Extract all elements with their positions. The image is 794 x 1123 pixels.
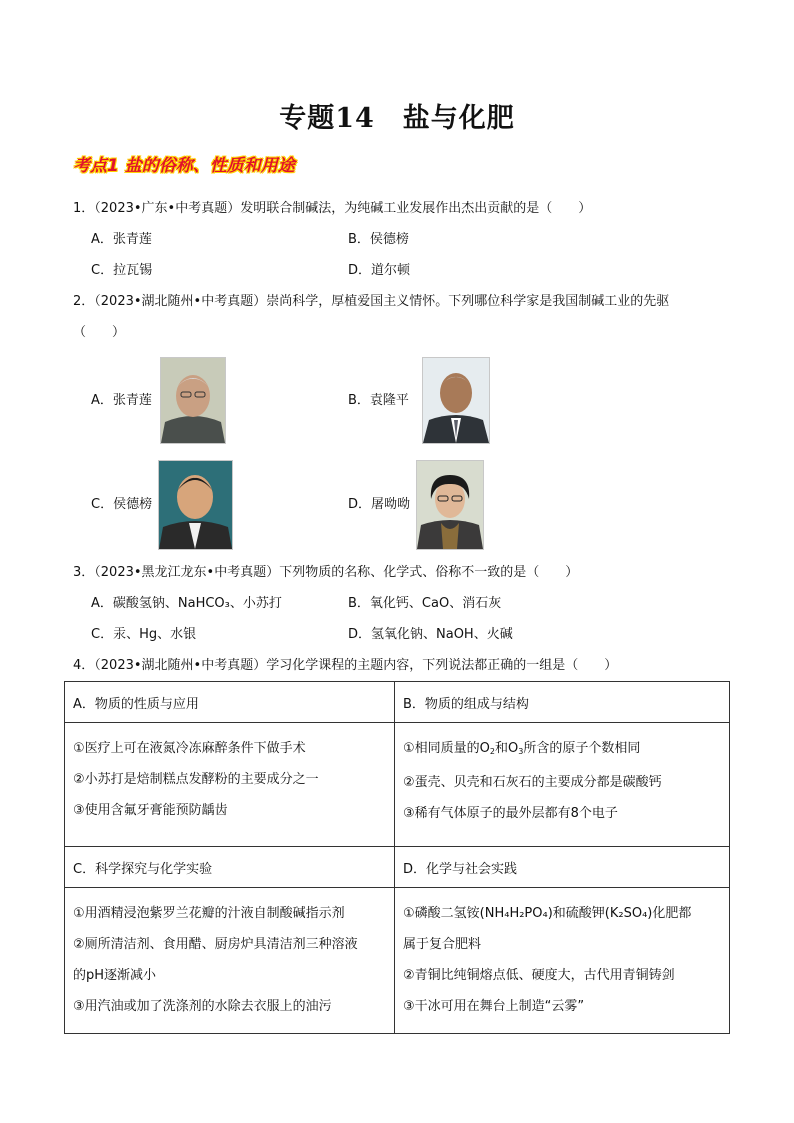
q1-option-a[interactable]: A．张青莲	[91, 232, 152, 247]
portrait-image-b	[422, 357, 490, 444]
q2-option-a[interactable]: A．张青莲	[91, 393, 152, 408]
q4-b-item-1	[403, 733, 721, 767]
portrait-image-c	[158, 460, 233, 550]
q4-c-item-2-cont: 的pH逐渐减小	[73, 968, 157, 983]
q4-d-item-1-cont: 属于复合肥料	[403, 937, 482, 952]
q2-option-b[interactable]: B．袁隆平	[348, 393, 409, 408]
question-1-stem: 1．（2023•广东•中考真题）发明联合制碱法，为纯碱工业发展作出杰出贡献的是（ ）	[73, 201, 592, 216]
q4-option-b-header[interactable]: B．物质的组成与结构	[395, 682, 730, 723]
q4-b-item-3: ③稀有气体原子的最外层都有8个电子	[403, 806, 618, 821]
question-4-stem: 4．（2023•湖北随州•中考真题）学习化学课程的主题内容，下列说法都正确的一组是（ ）	[73, 658, 618, 673]
section-heading: 考点1 盐的俗称、性质和用途	[73, 156, 295, 176]
q4-option-c-header[interactable]: C．科学探究与化学实验	[65, 847, 395, 888]
q4-option-b-body	[395, 723, 730, 847]
q4-d-item-2: ②青铜比纯铜熔点低、硬度大，古代用青铜铸剑	[403, 968, 675, 983]
q4-d-item-1: ①磷酸二氢铵(NH₄H₂PO₄)和硫酸钾(K₂SO₄)化肥都	[403, 906, 692, 921]
q4-option-c-body	[65, 888, 395, 1034]
portrait-image-a	[160, 357, 226, 444]
q4-b1-sub-1: 2	[489, 747, 495, 756]
q4-d-item-3: ③干冰可用在舞台上制造“云雾”	[403, 999, 585, 1014]
q4-b1-text-3: 所含的原子个数相同	[523, 741, 641, 756]
q4-option-a-body	[65, 723, 395, 847]
q1-option-c[interactable]: C．拉瓦锡	[91, 263, 153, 278]
question-2-stem-cont: （ ）	[73, 325, 126, 340]
q4-a-item-2: ②小苏打是焙制糕点发酵粉的主要成分之一	[73, 772, 319, 787]
question-2-stem: 2．（2023•湖北随州•中考真题）崇尚科学，厚植爱国主义情怀。下列哪位科学家是我国制碱工业的先驱	[73, 294, 670, 309]
q4-b1-sub-2: 3	[518, 747, 524, 756]
q3-option-b[interactable]: B．氧化钙、CaO、消石灰	[348, 596, 502, 611]
q4-c-item-1: ①用酒精浸泡紫罗兰花瓣的汁液自制酸碱指示剂	[73, 906, 345, 921]
q3-option-d[interactable]: D．氢氧化钠、NaOH、火碱	[348, 627, 513, 642]
q4-option-d-header[interactable]: D．化学与社会实践	[395, 847, 730, 888]
q4-option-d-body	[395, 888, 730, 1034]
q4-c-item-2: ②厕所清洁剂、食用醋、厨房炉具清洁剂三种溶液	[73, 937, 358, 952]
portrait-image-d	[416, 460, 484, 550]
q4-b-item-2: ②蛋壳、贝壳和石灰石的主要成分都是碳酸钙	[403, 775, 662, 790]
q1-option-d[interactable]: D．道尔顿	[348, 263, 411, 278]
q4-a-item-1: ①医疗上可在液氮冷冻麻醉条件下做手术	[73, 741, 306, 756]
q3-option-a[interactable]: A．碳酸氢钠、NaHCO₃、小苏打	[91, 596, 282, 611]
q4-a-item-3: ③使用含氟牙膏能预防龋齿	[73, 803, 228, 818]
q3-option-c[interactable]: C．汞、Hg、水银	[91, 627, 197, 642]
page-title: 专题14 盐与化肥	[279, 103, 515, 134]
question-3-stem: 3．（2023•黑龙江龙东•中考真题）下列物质的名称、化学式、俗称不一致的是（ ）	[73, 565, 579, 580]
q4-option-a-header[interactable]: A．物质的性质与应用	[65, 682, 395, 723]
q4-b1-text-2: 和O	[494, 741, 519, 756]
q4-c-item-3: ③用汽油或加了洗涤剂的水除去衣服上的油污	[73, 999, 332, 1014]
q4-options-table	[64, 681, 730, 1034]
q4-b1-text-1: ①相同质量的O	[403, 741, 490, 756]
q2-option-d[interactable]: D．屠呦呦	[348, 497, 411, 512]
q2-option-c[interactable]: C．侯德榜	[91, 497, 153, 512]
q1-option-b[interactable]: B．侯德榜	[348, 232, 409, 247]
